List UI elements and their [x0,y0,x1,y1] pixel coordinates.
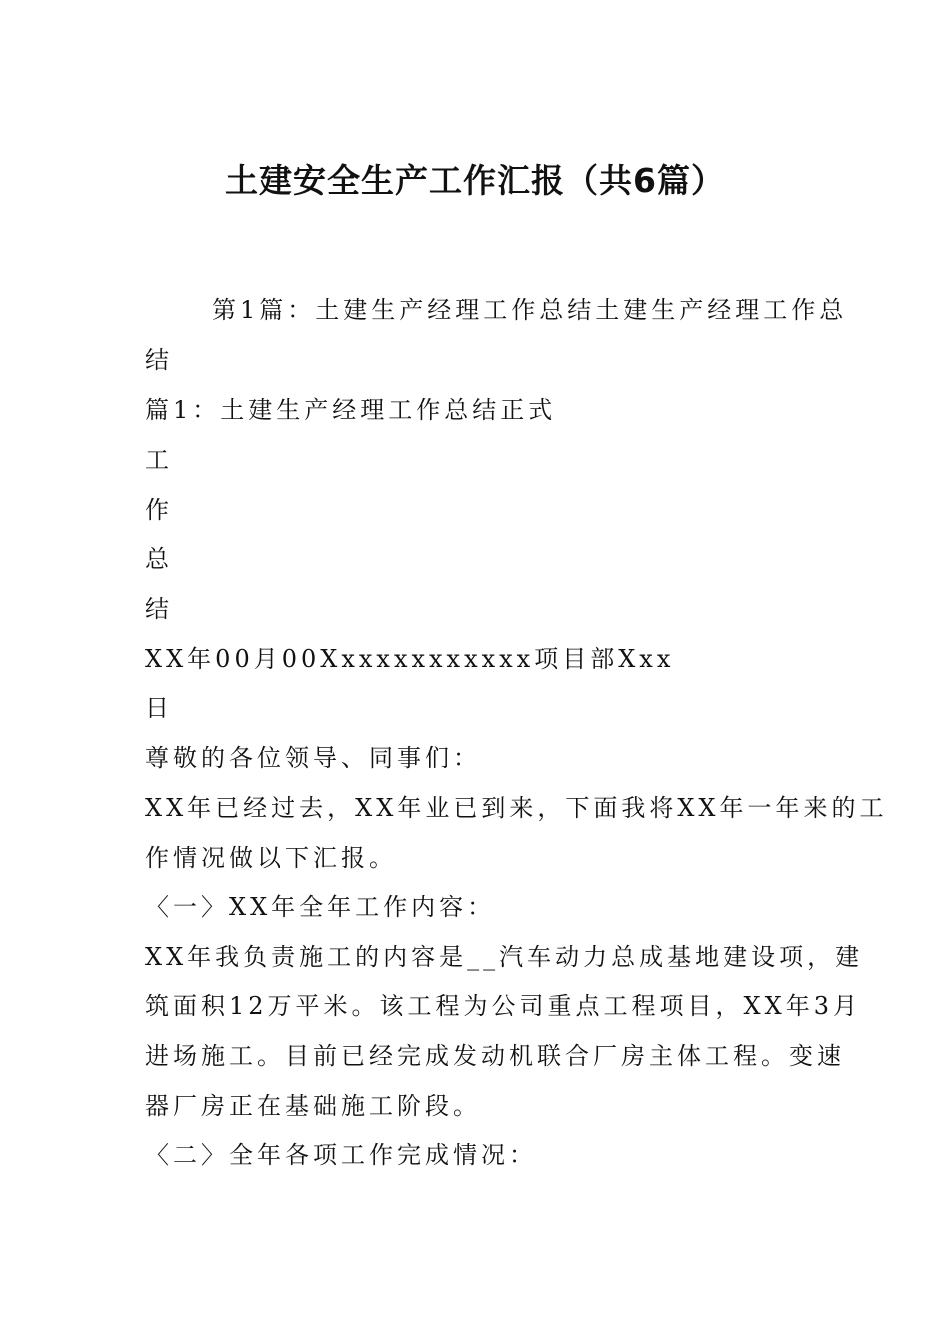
paragraph-line: 篇1：土建生产经理工作总结正式 [145,396,557,424]
paragraph-line: 筑面积12万平米。该工程为公司重点工程项目，XX年3月 [145,992,861,1020]
paragraph-line: 总 [145,545,173,573]
paragraph-line: XX年已经过去，XX年业已到来，下面我将XX年一年来的工 [145,794,888,822]
paragraph-line: 进场施工。目前已经完成发动机联合厂房主体工程。变速 [145,1042,845,1070]
document-title: 土建安全生产工作汇报（共6篇） [225,161,725,200]
paragraph-line: 第1篇：土建生产经理工作总结土建生产经理工作总 [212,296,848,324]
paragraph-line: 器厂房正在基础施工阶段。 [145,1092,481,1120]
paragraph-line: XX年我负责施工的内容是__汽车动力总成基地建设项，建 [145,943,864,971]
paragraph-line: 结 [145,595,173,623]
paragraph-line: 结 [145,346,173,374]
paragraph-line: 〈一〉XX年全年工作内容： [145,893,496,921]
paragraph-line: XX年00月00Xxxxxxxxxxxx项目部Xxx [145,645,675,673]
paragraph-line: 工 [145,446,173,474]
paragraph-line: 尊敬的各位领导、同事们： [145,744,481,772]
paragraph-line: 作 [145,496,173,524]
paragraph-line: 日 [145,694,173,722]
paragraph-line: 〈二〉全年各项工作完成情况： [145,1141,537,1169]
paragraph-line: 作情况做以下汇报。 [145,844,397,872]
